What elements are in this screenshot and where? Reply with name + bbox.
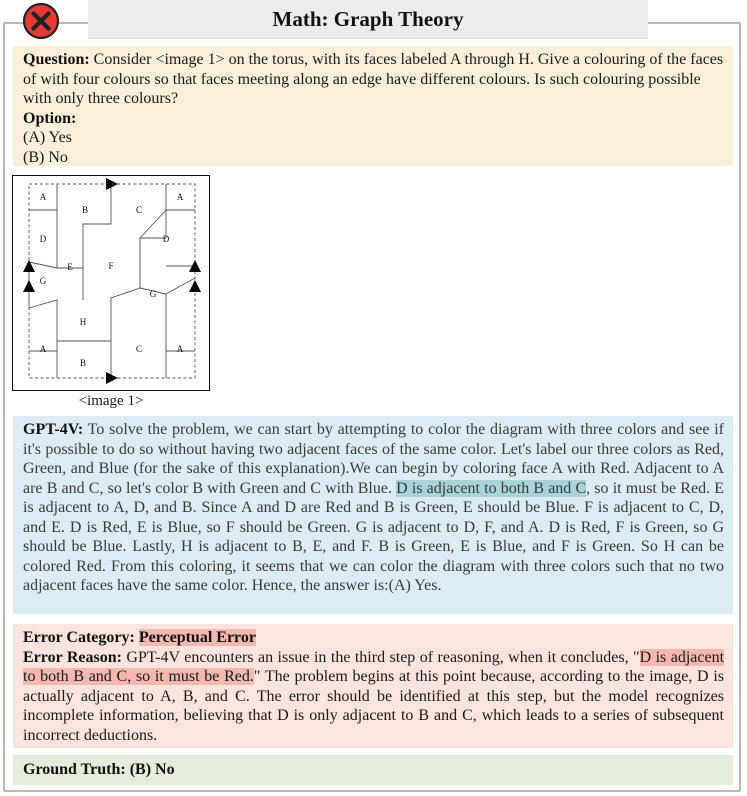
answer-label: GPT-4V: (23, 421, 84, 438)
error-reason-after: " The problem begins at this point because, according to the image, D is actually adjacent to A, B, and C. The error should be identified at this step, but the model recognizes incomplete information, believing that D is only adjacent to B and C, which leads to a series of subsequent incorrect deductions. (23, 668, 724, 744)
face-label: F (108, 261, 114, 271)
error-reason-label: Error Reason: (23, 648, 122, 666)
page-title: Math: Graph Theory (272, 6, 464, 31)
face-label: A (176, 192, 184, 202)
option-a: (A) Yes (23, 129, 72, 146)
answer-text-before: To solve the problem, we can start by attempting to color the diagram with three colors and see if it's possible to do so without having two adjacent faces of the same color. Let's label our three colors as Red, Green, and Blue (for the sake of this explanation).We can begin by coloring face A with Red. Adjacent to A are B and C, so let's color B with Green and C with Blue. (23, 421, 724, 497)
ground-truth-value: (B) No (129, 761, 175, 778)
ground-truth-box (13, 755, 733, 785)
answer-text-after: , so it must be Red. E is adjacent to A, D, and B. Since A and D are Red and B is Green, E should be Blue. F is adjacent to C, D, and E. D is Red, E is Blue, so F should be Green. G is adjacent to D, F, and A. D is Red, F is Green, so G should be Blue. Lastly, H is adjacent to B, E, and F. B is Green, E is Blue, and F is Green. So H can be colored Red. From this coloring, it seems that we can color the diagram with three colors such that no two adjacent faces have the same color. Hence, the answer is:(A) Yes. (23, 479, 725, 594)
face-label: B (79, 358, 87, 368)
question-text (23, 50, 724, 109)
title-bar (88, 0, 648, 39)
answer-highlight: D is adjacent to both B and C (396, 479, 587, 497)
figure-caption: <image 1> (78, 393, 144, 409)
face-label: G (39, 276, 47, 286)
error-reason-highlight: D is adjacent to both B and C, so it must be Red. (23, 648, 725, 685)
option-label: Option: (23, 109, 77, 127)
torus-figure (12, 175, 210, 391)
error-box (13, 624, 733, 748)
face-label: A (176, 344, 184, 354)
face-label: D (39, 234, 47, 244)
question-label: Question: (23, 51, 90, 68)
face-label: C (135, 205, 143, 215)
ground-truth-label: Ground Truth: (23, 761, 126, 778)
face-label: A (39, 192, 47, 202)
face-label: B (81, 205, 89, 215)
face-label: C (135, 344, 143, 354)
face-label: G (149, 289, 157, 299)
face-label: A (39, 344, 47, 354)
face-label: H (79, 317, 87, 327)
question-body: Consider <image 1> on the torus, with its faces labeled A through H. Give a colouring of the faces of with four colours so that faces meeting along an edge have different colours. Is such colouring possible with only three colours? (23, 51, 724, 107)
error-reason-before: GPT-4V encounters an issue in the third step of reasoning, when it concludes, " (126, 648, 640, 666)
face-label: D (162, 234, 170, 244)
model-answer-box (13, 416, 733, 614)
torus-diagram (13, 176, 208, 389)
error-category-label: Error Category: (23, 629, 135, 646)
face-label: E (67, 262, 73, 272)
error-x-icon (22, 2, 60, 40)
question-box (13, 46, 733, 166)
option-b: (B) No (23, 148, 68, 166)
error-category: Perceptual Error (138, 629, 256, 646)
